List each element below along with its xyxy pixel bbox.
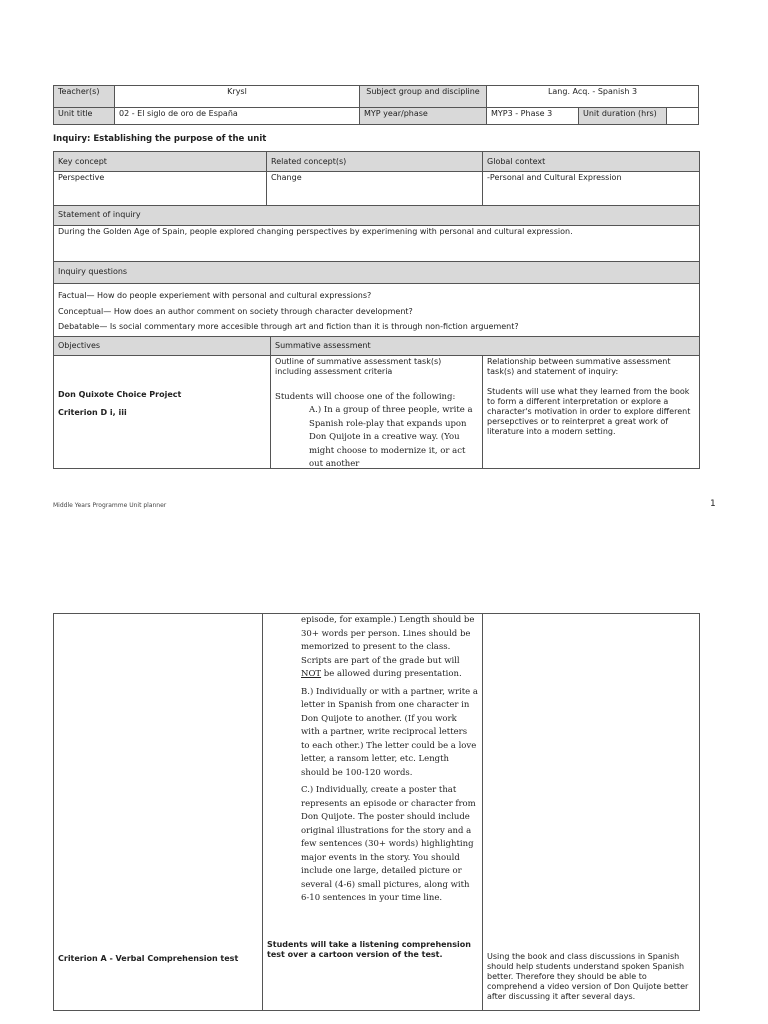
options-cell [263,614,483,1011]
teacher-label: Teacher(s) [54,86,115,108]
footer-text: Middle Years Programme Unit planner [53,502,167,509]
page-number: 1 [710,499,716,509]
global-context-value: -Personal and Cultural Expression [483,172,700,206]
outline-label: Outline of summative assessment task(s) including assessment criteria [275,356,442,376]
subject-value: Lang. Acq. - Spanish 3 [487,86,699,108]
question-debatable: Debatable— Is social commentary more accesible through art and fiction than it is through non-fiction arguement? [58,322,519,331]
choose-intro: Students will choose one of the following: [275,391,456,402]
inquiry-heading: Inquiry: Establishing the purpose of the unit [53,134,267,144]
unit-header-table [53,85,699,125]
summative-label: Summative assessment [271,336,700,355]
criterion-d: Criterion D i, iii [58,407,127,417]
listening-test-text: Students will take a listening comprehension test over a cartoon version of the test. [267,940,471,959]
relationship-label: Relationship between summative assessment task(s) and statement of inquiry: [487,356,671,376]
objectives-cell [54,355,271,468]
relationship-cell [483,355,700,468]
related-concept-value: Change [267,172,483,206]
key-concept-value: Perspective [54,172,267,206]
relationship-text: Students will use what they learned from the book to form a different interpretation or explore a character's motivation in order to explore different persepctives or to reinterpret a great work of literature into a modern setting. [487,386,691,436]
continuation-table [53,613,700,1011]
key-concept-label: Key concept [54,152,267,172]
listening-relationship-cell [483,614,700,1011]
myp-year-label: MYP year/phase [360,108,487,125]
myp-year-value: MYP3 - Phase 3 [487,108,579,125]
subject-label: Subject group and discipline [360,86,487,108]
option-b: B.) Individually or with a partner, write a letter in Spanish from one character in Don Quijote to another. (If you work with a partner, write reciprocal letters to each other.) The letter could be a love letter, a ransom letter, etc. Length should be 100-120 words. [301,686,478,778]
teacher-value: Krysl [115,86,360,108]
criterion-a: Criterion A - Verbal Comprehension test [58,954,239,963]
project-title: Don Quixote Choice Project [58,389,182,399]
outline-cell [271,355,483,468]
related-concept-label: Related concept(s) [267,152,483,172]
inquiry-table [53,151,700,469]
option-a: A.) In a group of three people, write a Spanish role-play that expands upon Don Quijote in a creative way. (You might choose to modernize it, or act out another [309,405,473,469]
statement-text: During the Golden Age of Spain, people explored changing perspectives by experimening with personal and cultural expression. [54,226,700,262]
unit-title-value: 02 - El siglo de oro de España [115,108,360,125]
duration-label: Unit duration (hrs) [579,108,667,125]
option-a-continued: episode, for example.) Length should be 30+ words per person. Lines should be memorized to present to the class. Scripts are part of the grade but will NOT be allowed during presentation. [301,615,475,679]
objectives-label: Objectives [54,336,271,355]
statement-label: Statement of inquiry [54,206,700,226]
global-context-label: Global context [483,152,700,172]
unit-title-label: Unit title [54,108,115,125]
inquiry-questions-label: Inquiry questions [54,262,700,284]
question-factual: Factual— How do people experiement with personal and cultural expressions? [58,291,372,300]
inquiry-questions-list [54,284,700,337]
listening-relationship-text: Using the book and class discussions in Spanish should help students understand spoken Spanish better. Therefore they should be able to comprehend a video version of Don Quijote better after discussing it after several days. [487,952,689,1001]
duration-value [667,108,699,125]
question-conceptual: Conceptual— How does an author comment on society through character development? [58,306,413,316]
criteria-cell [54,614,263,1011]
option-c: C.) Individually, create a poster that represents an episode or character from Don Quijote. The poster should include original illustrations for the story and a few sentences (30+ words) highlighting major events in the story. You should include one large, detailed picture or several (4-6) small pictures, along with 6-10 sentences in your time line. [301,785,476,903]
